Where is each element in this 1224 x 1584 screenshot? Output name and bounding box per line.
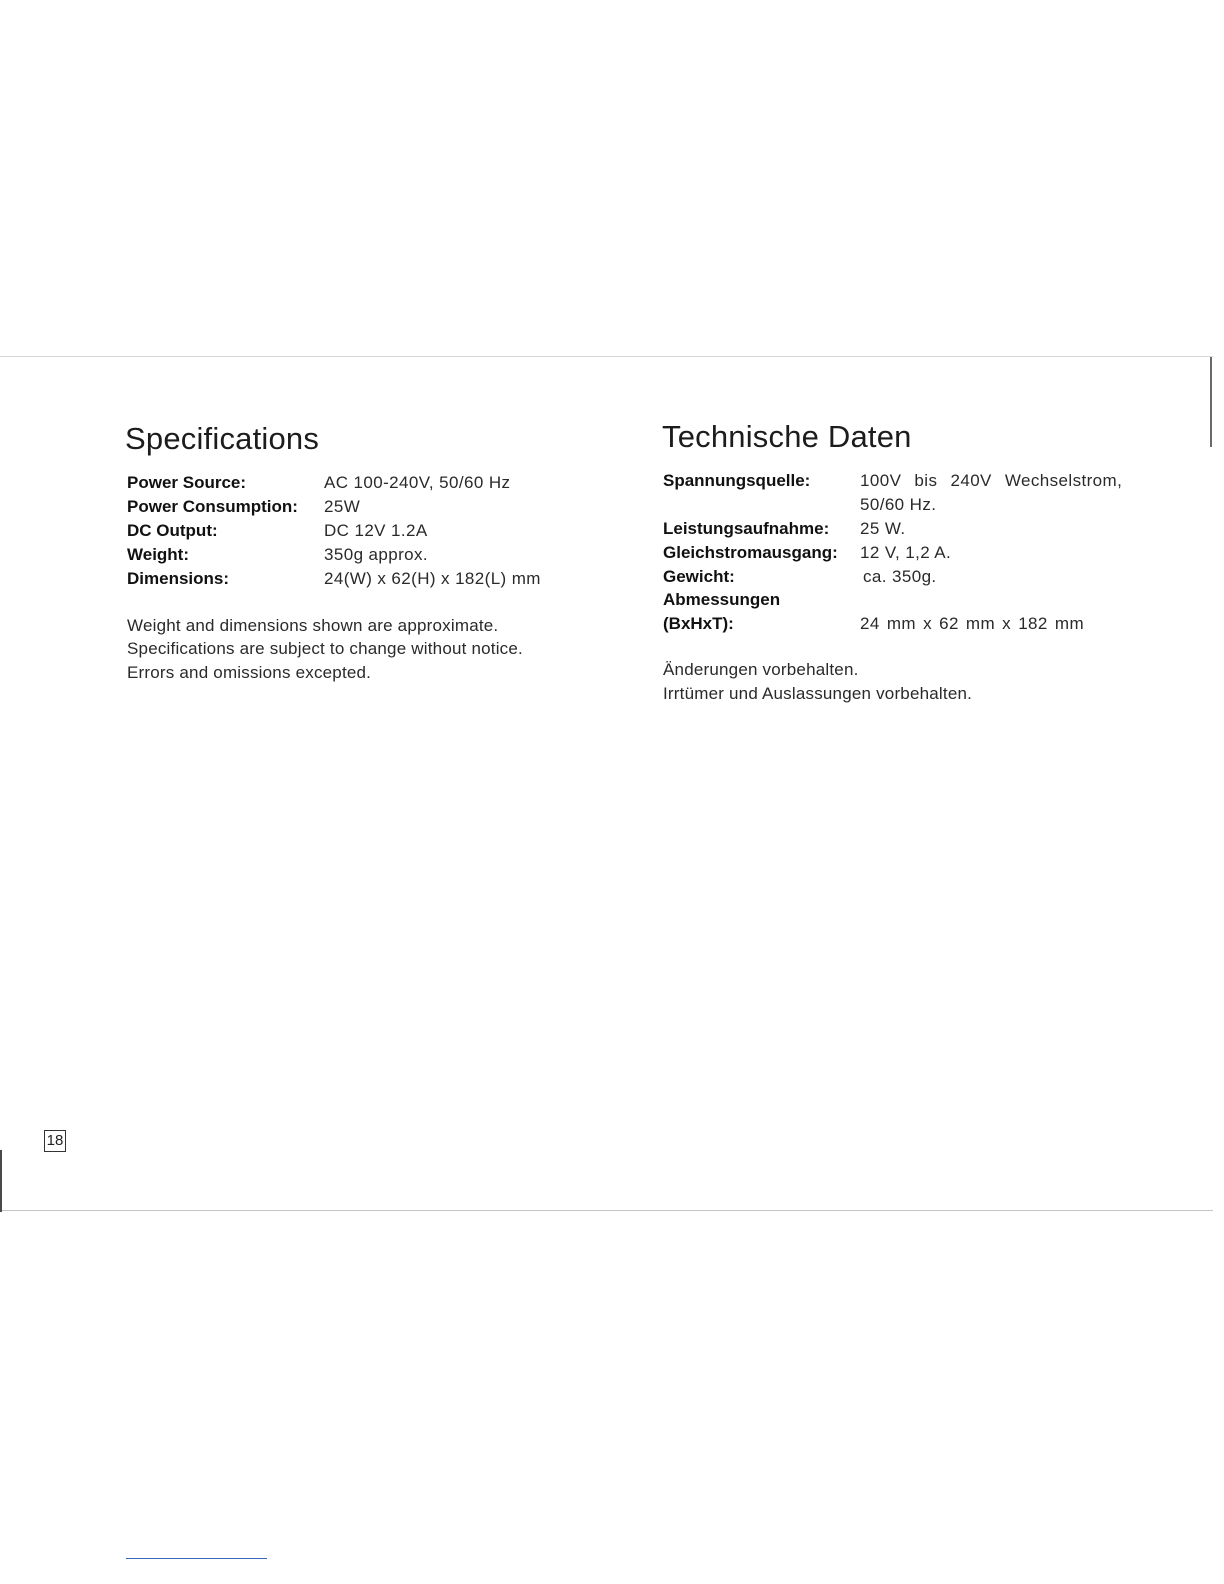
english-note-line: Errors and omissions excepted. [127, 663, 372, 682]
spec-row-gleichstromausgang [663, 541, 1153, 565]
spec-label: Dimensions: [127, 569, 230, 588]
page-bottom-rule [0, 1210, 1213, 1211]
footnote-rule [126, 1558, 267, 1559]
spec-value: ca. 350g. [863, 567, 937, 586]
page-top-rule [0, 356, 1213, 357]
page-number: 18 [44, 1130, 66, 1152]
spec-value: DC 12V 1.2A [324, 521, 428, 540]
spec-value: AC 100-240V, 50/60 Hz [324, 473, 511, 492]
spec-label: Weight: [127, 545, 190, 564]
spec-value: 350g approx. [324, 545, 429, 564]
spec-row-abmessungen [663, 588, 1153, 612]
spec-row-power-source [127, 471, 587, 495]
german-title: Technische Daten [662, 419, 912, 454]
spec-row-dimensions [127, 567, 587, 591]
spec-label: (BxHxT): [663, 614, 734, 633]
spec-label: Leistungsaufnahme: [663, 519, 830, 538]
spec-label: Gleichstromausgang: [663, 543, 838, 562]
spec-row-dc-output [127, 519, 587, 543]
spec-row-leistungsaufnahme [663, 517, 1153, 541]
english-note-line: Weight and dimensions shown are approximate. [127, 616, 499, 635]
english-note-line: Specifications are subject to change without notice. [127, 639, 523, 658]
spec-value: 100V bis 240V Wechselstrom, [860, 471, 1123, 490]
spec-label: Gewicht: [663, 567, 735, 586]
spec-label: Power Source: [127, 473, 247, 492]
spec-label: Power Consumption: [127, 497, 298, 516]
spec-row-spannungsquelle-continued [663, 493, 1153, 517]
spec-value: 25W [324, 497, 361, 516]
german-note-line: Änderungen vorbehalten. [663, 660, 859, 679]
spec-value: 24(W) x 62(H) x 182(L) mm [324, 569, 541, 588]
spec-row-gewicht [663, 565, 1153, 589]
spec-value-continued: 50/60 Hz. [860, 495, 937, 514]
german-note-line: Irrtümer und Auslassungen vorbehalten. [663, 684, 973, 703]
spec-value: 12 V, 1,2 A. [860, 543, 952, 562]
spec-label: Abmessungen [663, 590, 781, 609]
english-title: Specifications [125, 421, 320, 456]
page-right-edge [1210, 357, 1212, 447]
spec-row-weight [127, 543, 587, 567]
spec-label: Spannungsquelle: [663, 471, 811, 490]
spec-value: 24 mm x 62 mm x 182 mm [860, 614, 1085, 633]
spec-value: 25 W. [860, 519, 906, 538]
spec-row-spannungsquelle [663, 469, 1153, 493]
spec-row-bxhxt [663, 612, 1153, 636]
spec-label: DC Output: [127, 521, 218, 540]
page-left-edge [0, 1150, 2, 1212]
spec-row-power-consumption [127, 495, 587, 519]
